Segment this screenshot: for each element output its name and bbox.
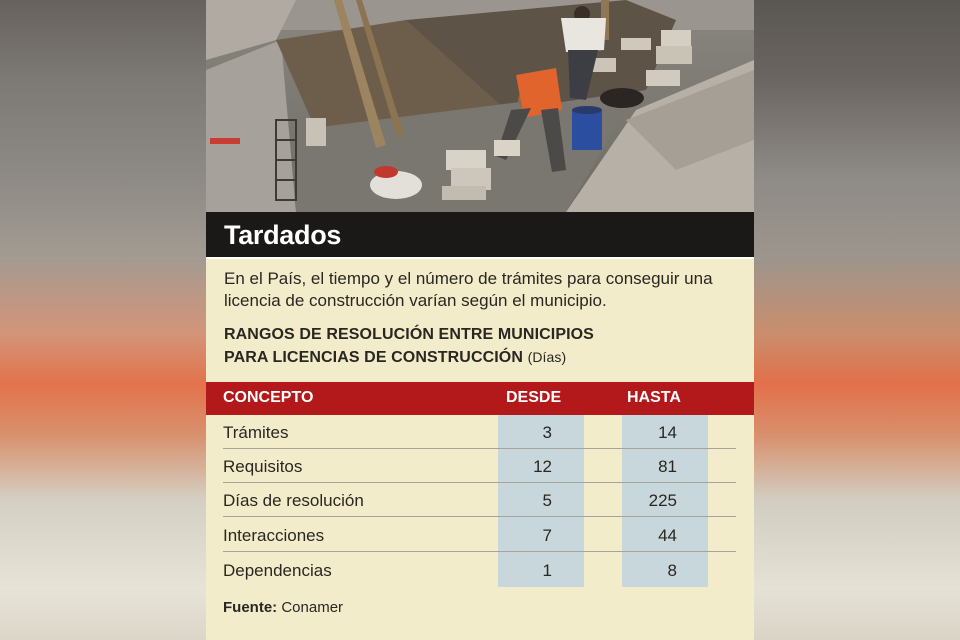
table-row xyxy=(206,415,754,449)
table-row xyxy=(206,483,754,517)
table-row xyxy=(206,449,754,483)
row-divider xyxy=(223,516,736,517)
cell-desde: 12 xyxy=(533,457,552,476)
source-label: Fuente: xyxy=(223,599,278,616)
cell-concepto: Requisitos xyxy=(223,457,303,476)
header-desde: DESDE xyxy=(506,389,562,406)
blurred-background-right xyxy=(754,0,960,640)
title-bar xyxy=(206,212,754,259)
table-header xyxy=(206,382,754,415)
subheading-unit: (Días) xyxy=(527,349,567,365)
cell-hasta: 14 xyxy=(658,423,677,442)
cell-concepto: Trámites xyxy=(223,423,289,442)
construction-photo xyxy=(206,0,754,212)
subheading-line-2 xyxy=(224,346,744,369)
subheading-line-1: RANGOS DE RESOLUCIÓN ENTRE MUNICIPIOS xyxy=(224,326,594,343)
cell-hasta: 225 xyxy=(648,491,677,510)
cell-desde: 3 xyxy=(542,423,552,442)
table-row xyxy=(206,553,754,587)
cell-desde: 5 xyxy=(542,491,552,510)
header-concepto: CONCEPTO xyxy=(223,389,314,406)
cell-desde: 7 xyxy=(542,526,552,545)
cell-concepto: Días de resolución xyxy=(223,491,364,510)
subheading-line-2-text: PARA LICENCIAS DE CONSTRUCCIÓN xyxy=(224,349,524,366)
row-divider xyxy=(223,551,736,552)
cell-hasta: 81 xyxy=(658,457,677,476)
source-value: Conamer xyxy=(281,599,344,616)
cell-concepto: Dependencias xyxy=(223,561,332,580)
cell-hasta: 8 xyxy=(667,561,677,580)
cell-hasta: 44 xyxy=(658,526,677,545)
intro-text: En el País, el tiempo y el número de trámites para conseguir una licencia de construcción varían según el municipio. xyxy=(224,269,713,310)
source-note xyxy=(223,599,343,616)
table-row xyxy=(206,518,754,552)
cell-concepto: Interacciones xyxy=(223,526,325,545)
infographic-card xyxy=(206,0,754,640)
table-subheading xyxy=(224,323,744,369)
header-hasta: HASTA xyxy=(627,389,681,406)
blurred-background-left xyxy=(0,0,206,640)
page-title: Tardados xyxy=(224,220,342,250)
cell-desde: 1 xyxy=(542,561,552,580)
